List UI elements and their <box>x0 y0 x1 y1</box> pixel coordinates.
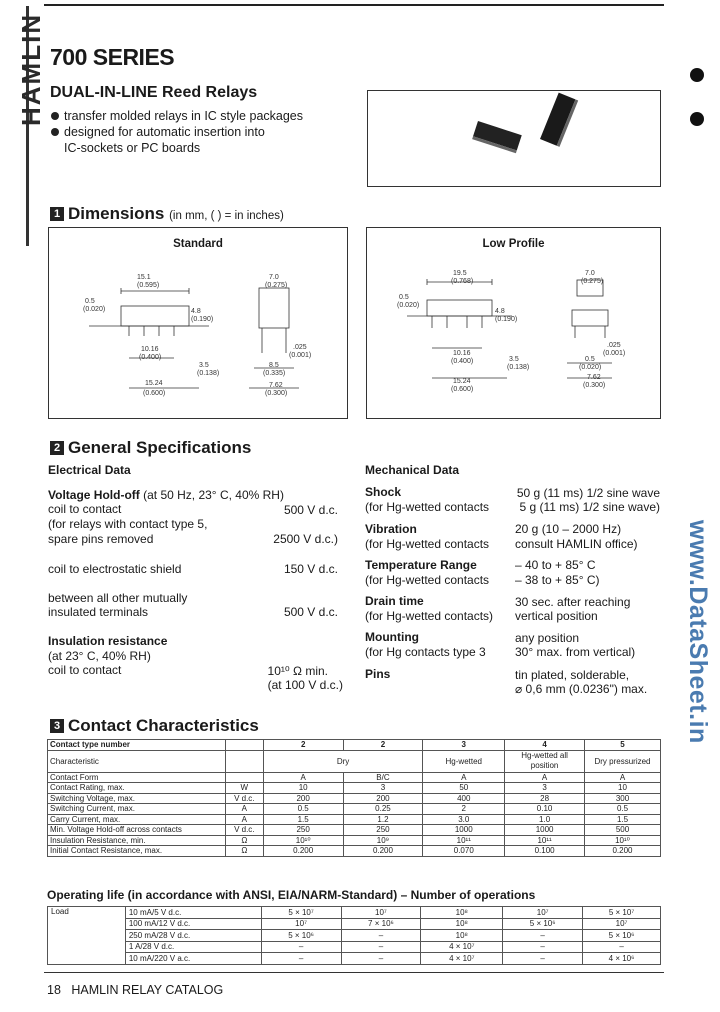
table-cell: Hg-wetted <box>423 750 505 772</box>
table-cell: 0.5 <box>263 804 343 815</box>
table-cell: Switching Current, max. <box>48 804 226 815</box>
table-cell: 10¹¹ <box>505 835 585 846</box>
table-cell: – <box>261 953 341 965</box>
margin-dot <box>690 112 704 126</box>
spec-label: (for relays with contact type 5, <box>48 517 208 531</box>
table-cell: Contact type number <box>48 740 226 751</box>
table-cell: Insulation Resistance, min. <box>48 835 226 846</box>
mech-value: ⌀ 0,6 mm (0.0236") max. <box>515 682 648 696</box>
dim-label: (0.138) <box>197 370 220 377</box>
table-cell: – <box>341 953 421 965</box>
table-cell: Initial Contact Resistance, max. <box>48 846 226 857</box>
spec-value: 500 V d.c. <box>283 503 338 517</box>
table-row <box>48 835 661 846</box>
table-cell <box>225 740 263 751</box>
table-cell: – <box>503 953 583 965</box>
table-cell: 10⁸ <box>421 918 503 930</box>
table-row <box>48 941 661 953</box>
table-cell: 1.5 <box>585 814 661 825</box>
table-cell: 10⁸ <box>421 930 503 942</box>
table-cell: V d.c. <box>225 793 263 804</box>
mech-name: Temperature Range <box>365 558 477 572</box>
spec-label: insulated terminals <box>48 605 149 619</box>
spec-label: spare pins removed <box>48 532 154 546</box>
table-cell: 4 × 10⁶ <box>583 953 661 965</box>
watermark <box>684 520 710 780</box>
dim-label: .025 <box>293 344 307 351</box>
dim-label: (0.001) <box>603 350 626 357</box>
dim-label: (0.138) <box>507 364 530 371</box>
table-cell: 10 mA/220 V a.c. <box>125 953 261 965</box>
electrical-data <box>48 463 348 699</box>
dim-label: (0.595) <box>137 282 160 289</box>
table-cell: 10¹⁰ <box>263 835 343 846</box>
table-cell: 400 <box>423 793 505 804</box>
section-contact-characteristics <box>50 716 259 736</box>
table-cell: Contact Rating, max. <box>48 783 226 794</box>
mech-sub: (for Hg-wetted contacts <box>365 537 490 551</box>
table-cell: 500 <box>585 825 661 836</box>
table-cell: A <box>585 772 661 783</box>
table-cell: 0.10 <box>505 804 585 815</box>
mech-name: Mounting <box>365 630 419 644</box>
spec-label: coil to contact <box>48 502 122 516</box>
watermark-text: www.DataSheet.in <box>684 520 712 744</box>
table-cell: – <box>261 941 341 953</box>
table-cell: A <box>263 772 343 783</box>
table-cell: A <box>505 772 585 783</box>
dim-label: (0.400) <box>139 354 162 361</box>
section-number: 3 <box>50 719 64 733</box>
contact-table <box>47 739 661 857</box>
table-cell: 28 <box>505 793 585 804</box>
mech-value: 20 g (10 – 2000 Hz) <box>515 522 622 536</box>
section-title: General Specifications <box>68 438 252 457</box>
table-cell: W <box>225 783 263 794</box>
table-cell: 1.5 <box>263 814 343 825</box>
mech-name: Vibration <box>365 522 417 536</box>
low-profile-drawing <box>367 228 662 420</box>
section-number: 2 <box>50 441 64 455</box>
mech-value: any position <box>515 631 580 645</box>
margin-dot <box>690 68 704 82</box>
dim-label: 19.5 <box>453 270 467 277</box>
table-cell: – <box>341 941 421 953</box>
electrical-heading: Electrical Data <box>48 463 131 477</box>
table-cell: 10⁹ <box>343 835 423 846</box>
mechanical-data <box>365 463 665 699</box>
dimension-caption: Low Profile <box>482 238 545 250</box>
table-cell: 0.100 <box>505 846 585 857</box>
table-cell: 5 × 10⁶ <box>503 918 583 930</box>
operating-life-table <box>47 906 661 965</box>
table-cell: 3 <box>423 740 505 751</box>
table-cell: 0.25 <box>343 804 423 815</box>
mech-value: 50 g (11 ms) 1/2 sine wave <box>516 486 660 500</box>
table-cell: Carry Current, max. <box>48 814 226 825</box>
table-cell: A <box>423 772 505 783</box>
spec-label: coil to contact <box>48 663 122 677</box>
table-cell: 10¹⁰ <box>585 835 661 846</box>
mech-value: tin plated, solderable, <box>515 668 630 682</box>
table-cell: 0.200 <box>343 846 423 857</box>
table-cell: 200 <box>343 793 423 804</box>
table-row <box>48 846 661 857</box>
table-cell: 2 <box>263 740 343 751</box>
standard-drawing <box>49 228 349 420</box>
table-cell: Switching Voltage, max. <box>48 793 226 804</box>
spec-value: 10¹⁰ Ω min. <box>267 664 328 678</box>
table-cell: – <box>503 930 583 942</box>
table-row <box>48 750 661 772</box>
table-cell: Min. Voltage Hold-off across contacts <box>48 825 226 836</box>
dim-label: 3.5 <box>509 356 519 363</box>
mech-value: 30° max. from vertical) <box>515 645 636 659</box>
dim-label: (0.020) <box>83 306 106 313</box>
table-cell: 2 <box>423 804 505 815</box>
footer-text: HAMLIN RELAY CATALOG <box>71 983 224 997</box>
table-cell: B/C <box>343 772 423 783</box>
table-cell: 0.070 <box>423 846 505 857</box>
dim-label: (0.335) <box>263 370 286 377</box>
table-cell: Ω <box>225 846 263 857</box>
table-cell: Characteristic <box>48 750 226 772</box>
relay-photo-graphic <box>368 91 662 188</box>
table-cell: 5 × 10⁷ <box>583 907 661 919</box>
dim-label: 0.5 <box>85 298 95 305</box>
mech-name: Pins <box>365 667 391 681</box>
spec-label: between all other mutually <box>48 591 188 605</box>
dim-label: 7.62 <box>269 382 283 389</box>
feature-list <box>50 108 303 156</box>
table-row <box>48 825 661 836</box>
table-cell: 10 mA/5 V d.c. <box>125 907 261 919</box>
table-row <box>48 772 661 783</box>
dim-label: 4.8 <box>191 308 201 315</box>
table-row <box>48 814 661 825</box>
operating-life-title: Operating life (in accordance with ANSI, EIA/NARM-Standard) – Number of operations <box>47 888 536 902</box>
dim-label: (0.300) <box>265 390 288 397</box>
dim-label: (0.020) <box>579 364 602 371</box>
table-cell: 3 <box>343 783 423 794</box>
table-cell: 10⁷ <box>583 918 661 930</box>
table-cell: 4 × 10⁷ <box>421 941 503 953</box>
table-row <box>48 953 661 965</box>
spec-label: coil to electrostatic shield <box>48 562 182 576</box>
mech-value: vertical position <box>515 609 598 623</box>
mech-sub: (for Hg-wetted contacts) <box>365 609 494 623</box>
feature-item: designed for automatic insertion into <box>50 124 303 140</box>
table-cell: 2 <box>343 740 423 751</box>
dim-label: (0.020) <box>397 302 420 309</box>
table-row <box>48 907 661 919</box>
table-cell: – <box>503 941 583 953</box>
dim-label: 15.1 <box>137 274 151 281</box>
mech-value: – 38 to + 85° C) <box>515 573 600 587</box>
table-cell: 10 <box>585 783 661 794</box>
table-cell: 10¹¹ <box>423 835 505 846</box>
dim-label: 7.0 <box>269 274 279 281</box>
page-footer <box>47 983 223 997</box>
page-subtitle: DUAL-IN-LINE Reed Relays <box>50 84 258 101</box>
spec-value: 150 V d.c. <box>283 562 338 576</box>
table-cell: 100 mA/12 V d.c. <box>125 918 261 930</box>
feature-item: transfer molded relays in IC style packages <box>50 108 303 124</box>
table-cell: 10⁷ <box>261 918 341 930</box>
table-header-row <box>48 740 661 751</box>
spec-value: (at 100 V d.c.) <box>267 678 343 692</box>
dim-label: (0.275) <box>581 278 604 285</box>
dim-label: (0.190) <box>191 316 214 323</box>
dim-label: 3.5 <box>199 362 209 369</box>
table-cell: 3 <box>505 783 585 794</box>
table-cell: 3.0 <box>423 814 505 825</box>
table-cell: 4 × 10⁷ <box>421 953 503 965</box>
dimension-box-standard <box>48 227 348 419</box>
table-cell: A <box>225 814 263 825</box>
voltage-holdoff-conditions: (at 50 Hz, 23° C, 40% RH) <box>143 488 284 502</box>
section-number: 1 <box>50 207 64 221</box>
table-cell: 10⁷ <box>341 907 421 919</box>
table-row <box>48 793 661 804</box>
section-dimensions <box>50 204 284 224</box>
table-cell: 10⁷ <box>503 907 583 919</box>
feature-item-continued: IC-sockets or PC boards <box>64 141 201 155</box>
product-photo <box>367 90 661 187</box>
table-cell: 1.2 <box>343 814 423 825</box>
table-cell: 300 <box>585 793 661 804</box>
section-general-specifications <box>50 438 251 458</box>
table-cell: 0.5 <box>585 804 661 815</box>
mech-name: Drain time <box>365 594 424 608</box>
dim-label: 7.0 <box>585 270 595 277</box>
dim-label: 10.16 <box>453 350 471 357</box>
dim-label: 15.24 <box>145 380 163 387</box>
dimension-box-low-profile <box>366 227 661 419</box>
table-cell: 0.200 <box>585 846 661 857</box>
mech-sub: (for Hg-wetted contacts <box>365 573 490 587</box>
table-cell: 1000 <box>423 825 505 836</box>
dim-label: (0.768) <box>451 278 474 285</box>
table-row <box>48 918 661 930</box>
table-cell: 5 × 10⁷ <box>261 907 341 919</box>
dim-label: 10.16 <box>141 346 159 353</box>
table-cell: 1.0 <box>505 814 585 825</box>
table-cell: 0.200 <box>263 846 343 857</box>
section-note: (in mm, ( ) = in inches) <box>169 210 284 222</box>
table-cell: 10⁸ <box>421 907 503 919</box>
table-cell <box>225 750 263 772</box>
section-title: Dimensions <box>68 204 165 223</box>
table-cell: – <box>583 941 661 953</box>
table-cell: 5 <box>585 740 661 751</box>
dimension-caption: Standard <box>173 238 223 250</box>
dim-label: 0.5 <box>399 294 409 301</box>
table-cell: Contact Form <box>48 772 226 783</box>
page-number: 18 <box>47 983 61 997</box>
table-cell: Load <box>48 907 126 965</box>
table-cell: V d.c. <box>225 825 263 836</box>
insulation-title: Insulation resistance <box>48 634 168 648</box>
dim-label: (0.300) <box>583 382 606 389</box>
top-rule <box>44 4 664 6</box>
dim-label: 0.5 <box>585 356 595 363</box>
dim-label: (0.190) <box>495 316 518 323</box>
dim-label: 15.24 <box>453 378 471 385</box>
mech-value: – 40 to + 85° C <box>515 558 596 572</box>
table-cell: 1 A/28 V d.c. <box>125 941 261 953</box>
brand-vertical: HAMLIN <box>16 12 46 126</box>
table-cell: 200 <box>263 793 343 804</box>
spec-value: 500 V d.c. <box>283 605 338 619</box>
table-cell: 5 × 10⁶ <box>261 930 341 942</box>
table-cell: 7 × 10⁶ <box>341 918 421 930</box>
table-cell: 250 mA/28 V d.c. <box>125 930 261 942</box>
dim-label: (0.400) <box>451 358 474 365</box>
dim-label: (0.001) <box>289 352 312 359</box>
bottom-rule <box>44 972 664 973</box>
table-row <box>48 804 661 815</box>
mechanical-heading: Mechanical Data <box>365 463 460 477</box>
brand-strip <box>14 6 46 246</box>
page-title: 700 SERIES <box>50 44 175 70</box>
table-cell: 250 <box>343 825 423 836</box>
table-cell: Ω <box>225 835 263 846</box>
mech-name: Shock <box>365 485 402 499</box>
table-cell: – <box>341 930 421 942</box>
table-cell: A <box>225 804 263 815</box>
table-cell: 50 <box>423 783 505 794</box>
voltage-holdoff-title: Voltage Hold-off <box>48 488 140 502</box>
mech-sub: (for Hg contacts type 3 <box>365 645 486 659</box>
table-cell: 10 <box>263 783 343 794</box>
spec-label: (at 23° C, 40% RH) <box>48 649 151 663</box>
table-cell: Dry <box>263 750 423 772</box>
mech-sub: (for Hg-wetted contacts <box>365 500 490 514</box>
table-cell: 5 × 10⁶ <box>583 930 661 942</box>
dim-label: (0.600) <box>451 386 474 393</box>
mech-value: 30 sec. after reaching <box>515 595 631 609</box>
table-cell: Dry pressurized <box>585 750 661 772</box>
section-title: Contact Characteristics <box>68 716 259 735</box>
dim-label: (0.600) <box>143 390 166 397</box>
dim-label: 4.8 <box>495 308 505 315</box>
table-cell: Hg-wetted all position <box>505 750 585 772</box>
table-cell: 4 <box>505 740 585 751</box>
mech-value: 5 g (11 ms) 1/2 sine wave) <box>519 500 660 514</box>
dim-label: 7.62 <box>587 374 601 381</box>
mech-value: consult HAMLIN office) <box>515 537 638 551</box>
table-row <box>48 930 661 942</box>
table-row <box>48 783 661 794</box>
dim-label: .025 <box>607 342 621 349</box>
dim-label: 8.5 <box>269 362 279 369</box>
spec-value: 2500 V d.c.) <box>273 532 338 546</box>
dim-label: (0.275) <box>265 282 288 289</box>
table-cell <box>225 772 263 783</box>
table-cell: 250 <box>263 825 343 836</box>
table-cell: 1000 <box>505 825 585 836</box>
